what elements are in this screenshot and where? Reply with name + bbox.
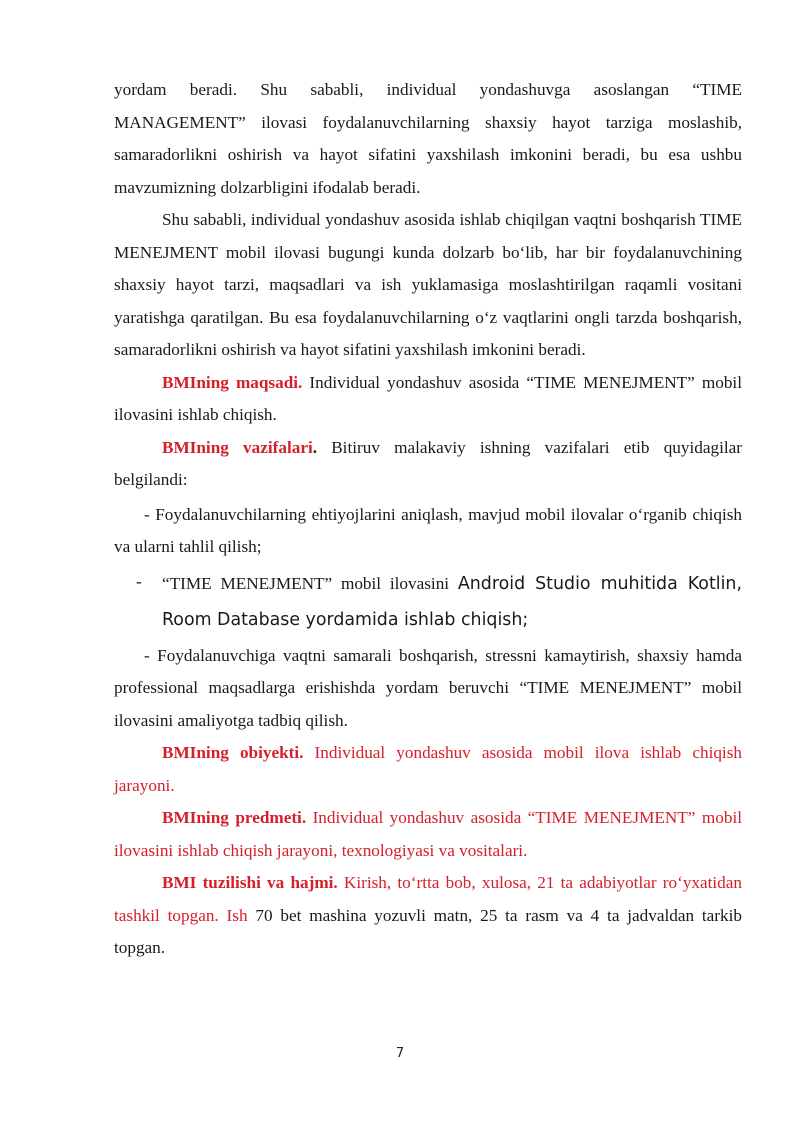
list-dash: - [144,504,150,524]
object-label: BMIning obiyekti. [162,743,304,762]
goal-text: Individual yondashuv asosida “TIME MENEJMENT” mobil ilovasini ishlab chiqish. [114,372,742,424]
subject-text: Individual yondashuv asosida “TIME MENEJMENT” mobil ilovasini ishlab chiqish jarayoni, texnologiyasi va vositalari. [114,808,742,860]
tasks-label-dot: . [312,437,318,457]
paragraph-goal [114,367,742,432]
paragraph-structure [114,867,742,965]
object-text: Individual yondashuv asosida mobil ilova ishlab chiqish jarayoni. [114,743,742,795]
list-item-text-tech: Android Studio muhitida Kotlin, Room Database yordamida ishlab chiqish; [162,573,742,630]
paragraph-relevance: Shu sababli, individual yondashuv asosida ishlab chiqilgan vaqtni boshqarish TIME MENEJMENT mobil ilovasi bugungi kunda dolzarb bo‘lib, har bir foydalanuvchining shaxsiy hayot tarzi, maqsadlari va ish yuklamasiga moslashtirilgan raqamli vositani yaratishga qaratilgan. Bu esa foydalanuvchilarning o‘z vaqtlarini ongli tarzda boshqarish, samaradorlikni oshirish va hayot sifatini yaxshilash imkonini beradi. [114,210,742,359]
paragraph-intro: yordam beradi. Shu sababli, individual yondashuvga asoslangan “TIME MANAGEMENT” ilovasi foydalanuvchilarning shaxsiy hayot tarziga moslashib, samaradorlikni oshirish va hayot sifatini yaxshilash imkonini beradi, bu esa ushbu mavzumizning dolzarbligini ifodalab beradi. [114,80,742,197]
structure-text: 70 bet mashina yozuvli matn, 25 ta rasm va 4 ta jadvaldan tarkib topgan. [114,905,742,957]
goal-label: BMIning maqsadi. [162,372,303,392]
structure-text-red: Kirish, to‘rtta bob, xulosa, 21 ta adabiyotlar ro‘yxatidan tashkil topgan. Ish [114,873,743,925]
list-item [114,566,742,638]
list-item-text: Foydalanuvchiga vaqtni samarali boshqarish, stressni kamaytirish, shaxsiy hamda professional maqsadlarga erishishda yordam beruvchi “TIME MENEJMENT” mobil ilovasini amaliyotga tadbiq qilish. [114,645,742,730]
page-number: 7 [395,1046,405,1061]
paragraph-object [114,737,742,802]
tasks-text: Bitiruv malakaviy ishning vazifalari etib quyidagilar belgilandi: [114,437,742,489]
list-dash: - [144,645,150,665]
list-item [114,640,742,738]
list-dash: - [136,571,142,591]
list-item-text: Foydalanuvchilarning ehtiyojlarini aniqlash, mavjud mobil ilovalar o‘rganib chiqish va ularni tahlil qilish; [114,504,742,556]
structure-label: BMI tuzilishi va hajmi. [162,873,338,892]
list-item [114,499,742,564]
subject-label: BMIning predmeti. [162,808,307,827]
list-item-text: “TIME MENEJMENT” mobil ilovasini [162,573,458,593]
paragraph-subject [114,802,742,867]
tasks-label: BMIning vazifalari [162,437,313,457]
paragraph-tasks [114,432,742,497]
document-page [114,74,742,965]
